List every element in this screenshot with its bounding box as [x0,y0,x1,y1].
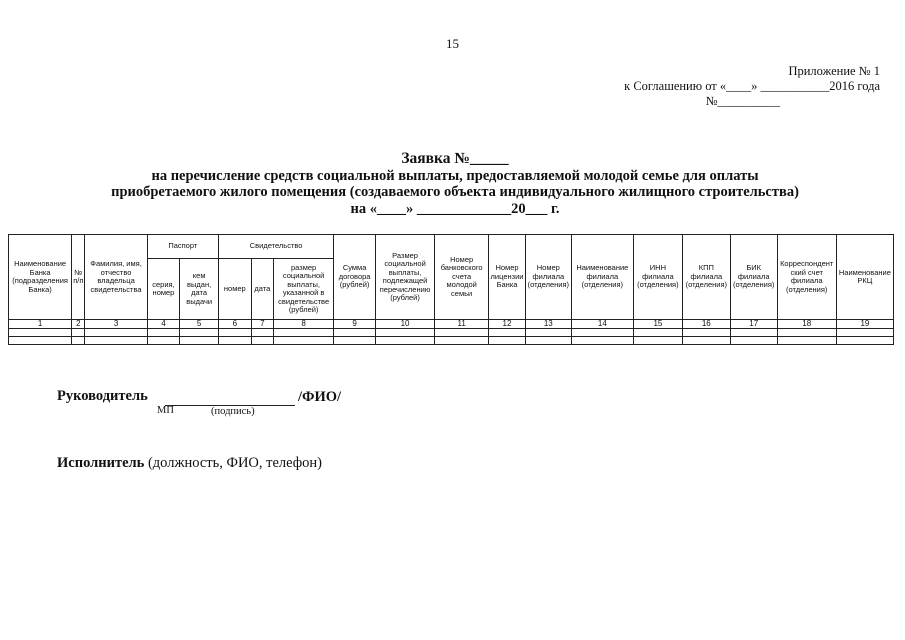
executor-label: Исполнитель [57,455,145,471]
column-number: 16 [682,320,730,329]
column-number: 7 [251,320,273,329]
page-number: 15 [446,36,459,51]
signature-line [165,389,295,406]
column-number: 14 [571,320,633,329]
executor-line [57,455,322,472]
table-row [9,337,894,345]
header-bank-name: Наименование Банка (подразделения Банка) [9,235,72,320]
column-number: 4 [147,320,180,329]
head-fio: /ФИО/ [298,389,342,405]
mp-label: МП [157,405,174,416]
header-inn: ИНН филиала (отделения) [633,235,682,320]
header-cert-date: дата [251,259,273,320]
title-line-2: на перечисление средств социальной выплаты, предоставляемой молодой семье для оплаты [151,167,759,184]
application-title [60,151,850,217]
header-cert-number: номер [219,259,252,320]
column-number: 11 [435,320,489,329]
signature-hint: (подпись) [211,406,255,417]
header-bank-license: Номер лицензии Банка [489,235,526,320]
title-line-4: на «____» _____________20___ г. [350,200,560,217]
header-cert-amount: размер социальной выплаты, указанной в свидетельстве (рублей) [274,259,334,320]
application-table [8,234,894,345]
column-number: 2 [72,320,85,329]
header-kpp: КПП филиала (отделения) [682,235,730,320]
column-number: 10 [376,320,435,329]
column-number: 19 [836,320,893,329]
header-bik: БИК филиала (отделения) [730,235,777,320]
appendix-title: Приложение № 1 [788,64,880,78]
header-bank-account: Номер банковского счета молодой семьи [435,235,489,320]
column-number: 17 [730,320,777,329]
column-number: 9 [334,320,376,329]
appendix-agreement-line: к Соглашению от «____» ___________2016 года [624,79,880,93]
appendix-number-line: №__________ [705,94,780,108]
column-number: 18 [777,320,836,329]
header-row-no: № п/п [72,235,85,320]
header-payout-amount: Размер социальной выплаты, подлежащей перечислению (рублей) [376,235,435,320]
column-number: 1 [9,320,72,329]
title-line-3: приобретаемого жилого помещения (создаваемого объекта индивидуального жилищного строительства) [111,184,799,200]
header-holder: Фамилия, имя, отчество владельца свидетельства [85,235,147,320]
title-line-1: Заявка №_____ [401,150,509,167]
header-contract-sum: Сумма договора (рублей) [334,235,376,320]
column-number: 12 [489,320,526,329]
header-passport-issued: кем выдан, дата выдачи [180,259,219,320]
column-number: 13 [525,320,571,329]
column-number: 3 [85,320,147,329]
header-corr-account: Корреспондентский счет филиала (отделения) [777,235,836,320]
header-branch-name: Наименование филиала (отделения) [571,235,633,320]
executor-hint: (должность, ФИО, телефон) [147,455,322,471]
head-label: Руководитель [57,388,148,404]
appendix-header [560,64,880,109]
table-row [9,329,894,337]
header-branch-number: Номер филиала (отделения) [525,235,571,320]
column-number: 15 [633,320,682,329]
header-passport-series: серия, номер [147,259,180,320]
column-number: 8 [274,320,334,329]
header-passport: Паспорт [147,235,218,259]
column-number: 5 [180,320,219,329]
header-rkc: Наименование РКЦ [836,235,893,320]
header-certificate: Свидетельство [219,235,334,259]
column-number: 6 [219,320,252,329]
column-number-row [9,320,894,329]
